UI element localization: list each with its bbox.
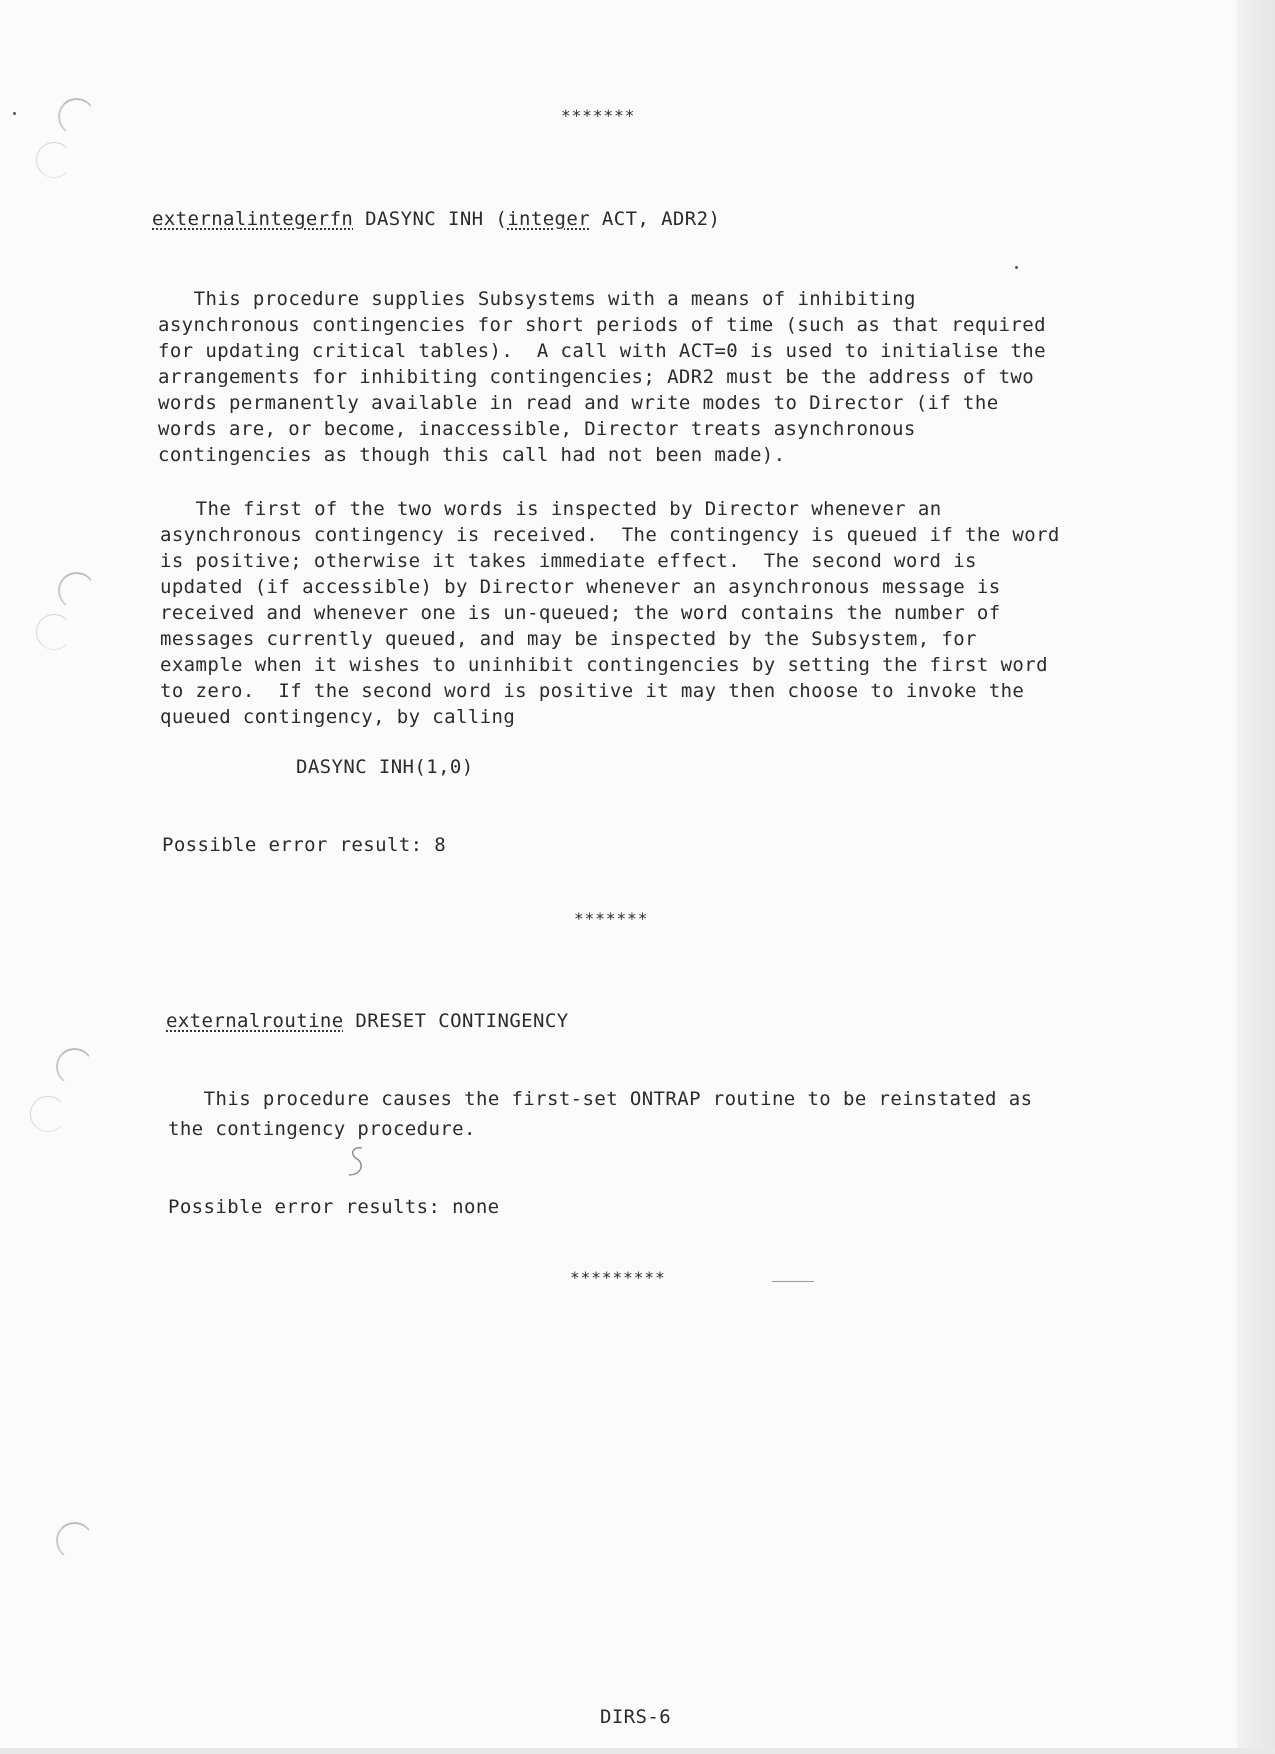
text-line: updated (if accessible) by Director whenever an asynchronous message is [160,576,1001,598]
code-call: DASYNC INH(1,0) [296,756,474,778]
text-line: example when it wishes to uninhibit contingencies by setting the first word [160,654,1048,676]
text-line: This procedure supplies Subsystems with a means of inhibiting [170,288,916,310]
text-line: for updating critical tables). A call with ACT=0 is used to initialise the [158,340,1046,362]
keyword-integer: integer [507,208,591,230]
procedure-name: DRESET CONTINGENCY [343,1010,569,1032]
stray-mark [772,1281,814,1282]
punch-hole [36,614,72,650]
text-line: asynchronous contingencies for short periods of time (such as that required [158,314,1046,336]
punch-hole [58,572,95,609]
text-line: words are, or become, inaccessible, Director treats asynchronous [158,418,916,440]
text-line: asynchronous contingency is received. The contingency is queued if the word [160,524,1060,546]
error-result: Possible error result: 8 [162,834,447,856]
speck [13,112,16,115]
page-edge-shadow [1237,0,1275,1754]
text-line: received and whenever one is un-queued; the word contains the number of [160,602,1001,624]
procedure-heading [166,1010,569,1032]
text-line: words permanently available in read and write modes to Director (if the [158,392,999,414]
separator-stars: ******* [574,909,649,928]
text-line: messages currently queued, and may be inspected by the Subsystem, for [160,628,977,650]
punch-hole [30,1096,66,1132]
procedure-heading [152,208,720,230]
text-line: This procedure causes the first-set ONTRAP routine to be reinstated as [180,1088,1033,1110]
keyword-externalintegerfn: externalintegerfn [152,208,354,230]
procedure-params: ACT, ADR2) [590,208,721,230]
separator-stars: ******* [561,106,636,125]
text-line: queued contingency, by calling [160,706,516,728]
punch-hole [56,1048,93,1085]
separator-stars: ********* [570,1268,666,1287]
text-line: The first of the two words is inspected by Director whenever an [172,498,942,520]
punch-hole [36,142,72,178]
punch-hole [56,1522,93,1559]
text-line: to zero. If the second word is positive it may then choose to invoke the [160,680,1025,702]
handwritten-mark-icon [345,1145,367,1179]
error-result: Possible error results: none [168,1196,500,1218]
text-line: the contingency procedure. [168,1118,476,1140]
text-line: contingencies as though this call had not been made). [158,444,786,466]
page-edge-bottom [0,1748,1275,1754]
page-footer: DIRS-6 [600,1706,672,1728]
text-line: is positive; otherwise it takes immediate effect. The second word is [160,550,977,572]
speck [1015,266,1018,269]
text-line: arrangements for inhibiting contingencies; ADR2 must be the address of two [158,366,1035,388]
procedure-name: DASYNC INH ( [353,208,508,230]
keyword-externalroutine: externalroutine [166,1010,344,1032]
punch-hole [58,98,95,135]
